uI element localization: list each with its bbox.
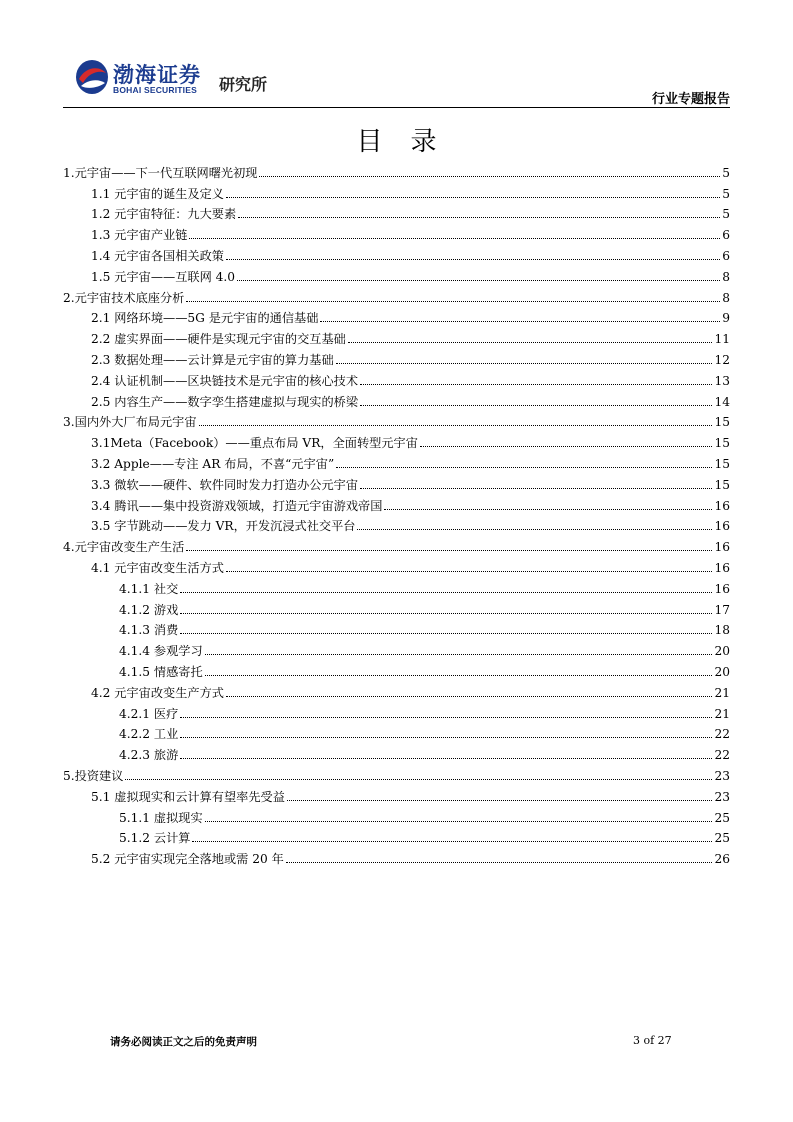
toc-entry-page: 9 [722,311,730,326]
toc-entry[interactable] [63,410,730,431]
toc-entry-label: 2.3 数据处理——云计算是元宇宙的算力基础 [91,352,334,367]
toc-leader-dots [199,425,713,426]
toc-entry-label: 3.国内外大厂布局元宇宙 [63,415,197,430]
institute-label: 研究所 [219,75,268,94]
toc-leader-dots [205,675,713,676]
toc-entry-label: 3.3 微软——硬件、软件同时发力打造办公元宇宙 [91,477,359,492]
toc-entry[interactable] [63,202,730,223]
toc-entry-label: 5.1.1 虚拟现实 [119,810,203,825]
toc-entry-page: 16 [714,540,730,555]
toc-entry-label: 4.1.2 游戏 [119,602,179,617]
toc-entry[interactable] [63,493,730,514]
toc-entry-page: 20 [714,644,730,659]
toc-entry[interactable] [63,826,730,847]
toc-leader-dots [205,821,713,822]
toc-entry[interactable] [63,160,730,181]
toc-entry[interactable] [63,763,730,784]
toc-entry[interactable] [63,326,730,347]
toc-entry-label: 4.1.4 参观学习 [119,644,203,659]
toc-leader-dots [192,841,712,842]
toc-entry-page: 13 [714,373,730,388]
toc-leader-dots [180,737,712,738]
toc-leader-dots [226,696,713,697]
toc-entry-page: 14 [714,394,730,409]
toc-entry-page: 25 [714,810,730,825]
toc-entry-label: 4.1.1 社交 [119,581,179,596]
table-of-contents [63,160,730,867]
toc-leader-dots [336,467,712,468]
toc-leader-dots [226,571,713,572]
toc-entry-label: 2.1 网络环境——5G 是元宇宙的通信基础 [91,311,319,326]
bohai-logo-icon [75,59,109,95]
toc-leader-dots [348,342,713,343]
toc-entry-label: 2.4 认证机制——区块链技术是元宇宙的核心技术 [91,373,359,388]
toc-leader-dots [238,217,720,218]
footer-page-indicator: 3 of 27 [633,1034,672,1047]
toc-entry-page: 15 [714,436,730,451]
toc-entry-label: 4.2.2 工业 [119,727,179,742]
toc-entry[interactable] [63,472,730,493]
toc-entry-label: 3.5 字节跳动——发力 VR，开发沉浸式社交平台 [91,519,356,534]
toc-leader-dots [384,509,712,510]
toc-leader-dots [336,363,713,364]
toc-entry-label: 4.2.3 旅游 [119,748,179,763]
toc-leader-dots [259,176,720,177]
toc-entry[interactable] [63,846,730,867]
toc-entry[interactable] [63,264,730,285]
toc-entry[interactable] [63,451,730,472]
toc-entry-page: 15 [714,456,730,471]
toc-entry-page: 26 [714,852,730,867]
toc-entry-page: 21 [714,685,730,700]
toc-entry-label: 4.2 元宇宙改变生产方式 [91,685,224,700]
toc-entry-page: 16 [714,498,730,513]
toc-leader-dots [189,238,720,239]
toc-entry-page: 21 [714,706,730,721]
toc-entry-page: 16 [714,519,730,534]
toc-entry[interactable] [63,514,730,535]
toc-entry-page: 6 [722,248,730,263]
toc-entry[interactable] [63,638,730,659]
toc-entry-label: 1.元宇宙——下一代互联网曙光初现 [63,165,258,180]
toc-leader-dots [357,529,712,530]
toc-entry[interactable] [63,722,730,743]
toc-entry[interactable] [63,805,730,826]
toc-leader-dots [226,197,720,198]
toc-entry-page: 5 [722,207,730,222]
toc-entry[interactable] [63,285,730,306]
toc-leader-dots [180,633,712,634]
toc-entry-page: 8 [722,269,730,284]
toc-entry-page: 18 [714,623,730,638]
toc-entry-label: 1.5 元宇宙——互联网 4.0 [91,269,236,284]
toc-entry-label: 4.2.1 医疗 [119,706,179,721]
toc-entry[interactable] [63,306,730,327]
toc-entry-label: 2.5 内容生产——数字孪生搭建虚拟与现实的桥梁 [91,394,359,409]
toc-leader-dots [360,405,712,406]
toc-entry[interactable] [63,701,730,722]
page-title: 目录 [356,127,465,157]
toc-entry-label: 2.2 虚实界面——硬件是实现元宇宙的交互基础 [91,332,346,347]
toc-entry-page: 15 [714,415,730,430]
toc-leader-dots [125,779,712,780]
toc-entry-label: 5.投资建议 [63,768,124,783]
toc-leader-dots [360,488,712,489]
toc-entry-label: 1.4 元宇宙各国相关政策 [91,248,224,263]
toc-entry-page: 22 [714,727,730,742]
toc-entry-page: 15 [714,477,730,492]
toc-entry-label: 3.1Meta（Facebook）——重点布局 VR，全面转型元宇宙 [91,436,418,451]
toc-entry-page: 23 [714,768,730,783]
toc-entry[interactable] [63,181,730,202]
toc-entry-page: 11 [714,332,730,347]
toc-entry-label: 3.4 腾讯——集中投资游戏领域，打造元宇宙游戏帝国 [91,498,383,513]
toc-entry[interactable] [63,347,730,368]
toc-entry[interactable] [63,555,730,576]
toc-entry[interactable] [63,597,730,618]
toc-leader-dots [237,280,720,281]
toc-entry-label: 4.1.3 消费 [119,623,179,638]
toc-leader-dots [186,301,720,302]
toc-entry-page: 23 [714,789,730,804]
toc-entry-page: 6 [722,228,730,243]
toc-entry-page: 17 [714,602,730,617]
toc-entry-label: 1.3 元宇宙产业链 [91,228,188,243]
toc-entry[interactable] [63,534,730,555]
toc-entry[interactable] [63,243,730,264]
toc-entry-page: 12 [714,352,730,367]
toc-entry[interactable] [63,222,730,243]
toc-entry-label: 1.2 元宇宙特征：九大要素 [91,207,237,222]
toc-entry-label: 3.2 Apple——专注 AR 布局，不喜“元宇宙” [91,456,335,471]
toc-entry-label: 1.1 元宇宙的诞生及定义 [91,186,224,201]
toc-leader-dots [205,654,713,655]
toc-entry-page: 5 [722,165,730,180]
toc-entry-label: 5.1 虚拟现实和云计算有望率先受益 [91,789,285,804]
toc-entry[interactable] [63,389,730,410]
toc-entry-page: 16 [714,560,730,575]
toc-entry[interactable] [63,618,730,639]
toc-leader-dots [180,613,712,614]
logo-english-name: BOHAI SECURITIES [113,85,197,95]
toc-leader-dots [287,800,713,801]
toc-entry-page: 16 [714,581,730,596]
toc-entry[interactable] [63,368,730,389]
toc-entry[interactable] [63,742,730,763]
toc-entry[interactable] [63,576,730,597]
toc-entry-page: 22 [714,748,730,763]
report-type-label: 行业专题报告 [651,92,730,107]
toc-entry-label: 5.2 元宇宙实现完全落地或需 20 年 [91,852,284,867]
toc-leader-dots [360,384,712,385]
toc-entry[interactable] [63,680,730,701]
toc-entry-page: 20 [714,664,730,679]
toc-leader-dots [286,862,713,863]
footer-disclaimer: 请务必阅读正文之后的免责声明 [110,1036,257,1048]
toc-leader-dots [180,717,712,718]
toc-entry-label: 4.1 元宇宙改变生活方式 [91,560,224,575]
toc-entry[interactable] [63,659,730,680]
toc-entry-label: 4.1.5 情感寄托 [119,664,203,679]
toc-entry-page: 8 [722,290,730,305]
toc-entry[interactable] [63,430,730,451]
toc-entry-page: 5 [722,186,730,201]
page-header [63,55,730,107]
toc-leader-dots [186,550,712,551]
toc-entry-label: 4.元宇宙改变生产生活 [63,540,185,555]
toc-leader-dots [180,592,712,593]
logo-chinese-name: 渤海证券 [113,63,201,87]
toc-leader-dots [320,321,720,322]
toc-leader-dots [420,446,713,447]
toc-leader-dots [226,259,720,260]
toc-leader-dots [180,758,712,759]
toc-entry-page: 25 [714,831,730,846]
toc-entry-label: 5.1.2 云计算 [119,831,191,846]
header-divider [63,107,730,108]
toc-entry-label: 2.元宇宙技术底座分析 [63,290,185,305]
toc-entry[interactable] [63,784,730,805]
